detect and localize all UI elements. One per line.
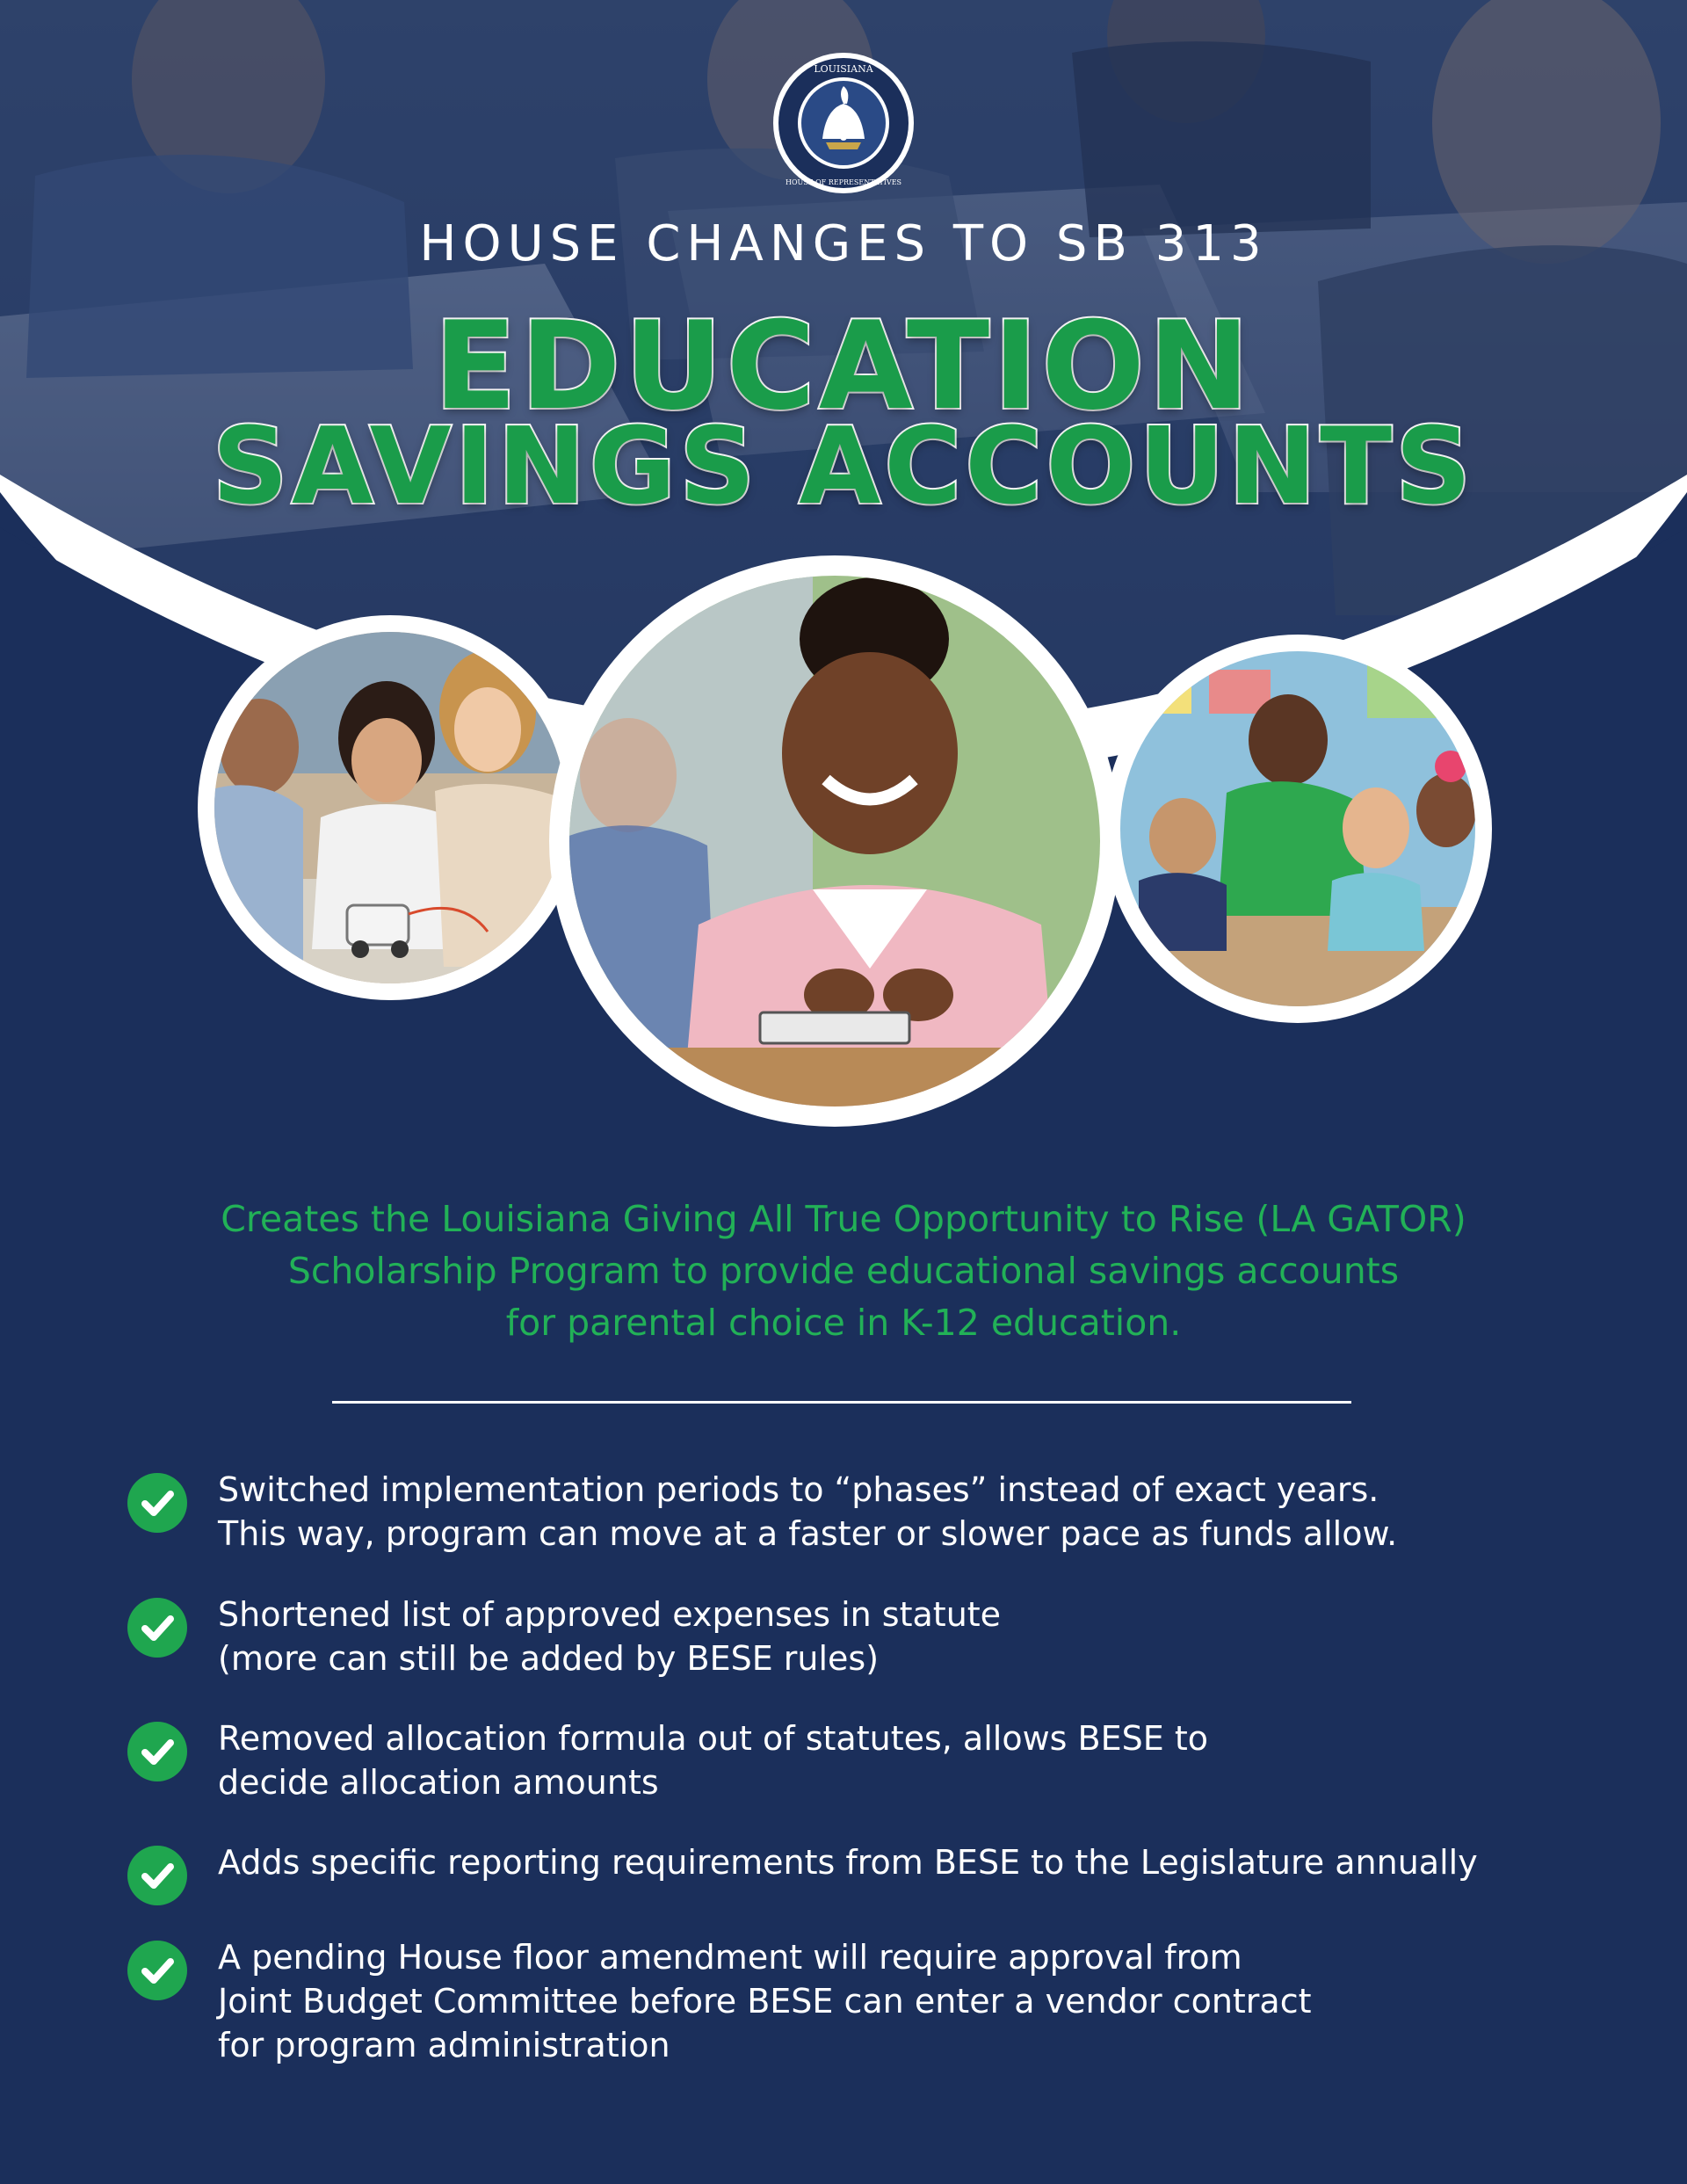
list-item-text <box>218 1468 1615 1556</box>
title-line-2: SAVINGS ACCOUNTS <box>212 406 1475 528</box>
list-item-text <box>218 1935 1615 2067</box>
check-circle-icon <box>127 1598 187 1658</box>
svg-text:HOUSE OF REPRESENTATIVES: HOUSE OF REPRESENTATIVES <box>785 178 902 186</box>
check-circle-icon <box>127 1722 187 1781</box>
list-item-line: decide allocation amounts <box>218 1763 659 1802</box>
intro-line: Creates the Louisiana Giving All True Opportunity to Rise (LA GATOR) <box>221 1198 1466 1240</box>
subtitle-kicker: HOUSE CHANGES TO SB 313 <box>419 215 1268 272</box>
list-item-text <box>218 1840 1615 1884</box>
list-item-line: Adds specific reporting requirements from BESE to the Legislature annually <box>218 1843 1478 1882</box>
list-item-text <box>218 1716 1615 1804</box>
check-circle-icon <box>127 1846 187 1905</box>
list-item-line: Shortened list of approved expenses in statute <box>218 1595 1002 1634</box>
list-item-line: Joint Budget Committee before BESE can enter a vendor contract <box>218 1982 1312 2021</box>
list-item-line: (more can still be added by BESE rules) <box>218 1639 880 1678</box>
list-item-line: Removed allocation formula out of statutes, allows BESE to <box>218 1719 1208 1758</box>
title-line-1: EDUCATION <box>433 295 1254 437</box>
list-item-line: A pending House floor amendment will require approval from <box>218 1938 1242 1977</box>
svg-text:LOUISIANA: LOUISIANA <box>814 63 873 75</box>
program-description <box>141 1194 1546 1349</box>
photo-circle-robotics <box>198 615 583 1000</box>
check-circle-icon <box>127 1941 187 2000</box>
photo-circle-smiling-girl <box>549 555 1120 1127</box>
list-item-line: This way, program can move at a faster or slower pace as funds allow. <box>218 1514 1398 1553</box>
check-circle-icon <box>127 1473 187 1533</box>
section-divider <box>332 1401 1351 1404</box>
list-item-text <box>218 1593 1615 1680</box>
list-item-line: for program administration <box>218 2026 670 2064</box>
list-item-line: Switched implementation periods to “phases” instead of exact years. <box>218 1470 1379 1509</box>
intro-line: Scholarship Program to provide educational savings accounts <box>287 1250 1400 1292</box>
photo-circle-classroom-kids <box>1104 635 1492 1023</box>
state-seal-icon <box>771 51 916 195</box>
intro-line: for parental choice in K-12 education. <box>505 1302 1182 1344</box>
